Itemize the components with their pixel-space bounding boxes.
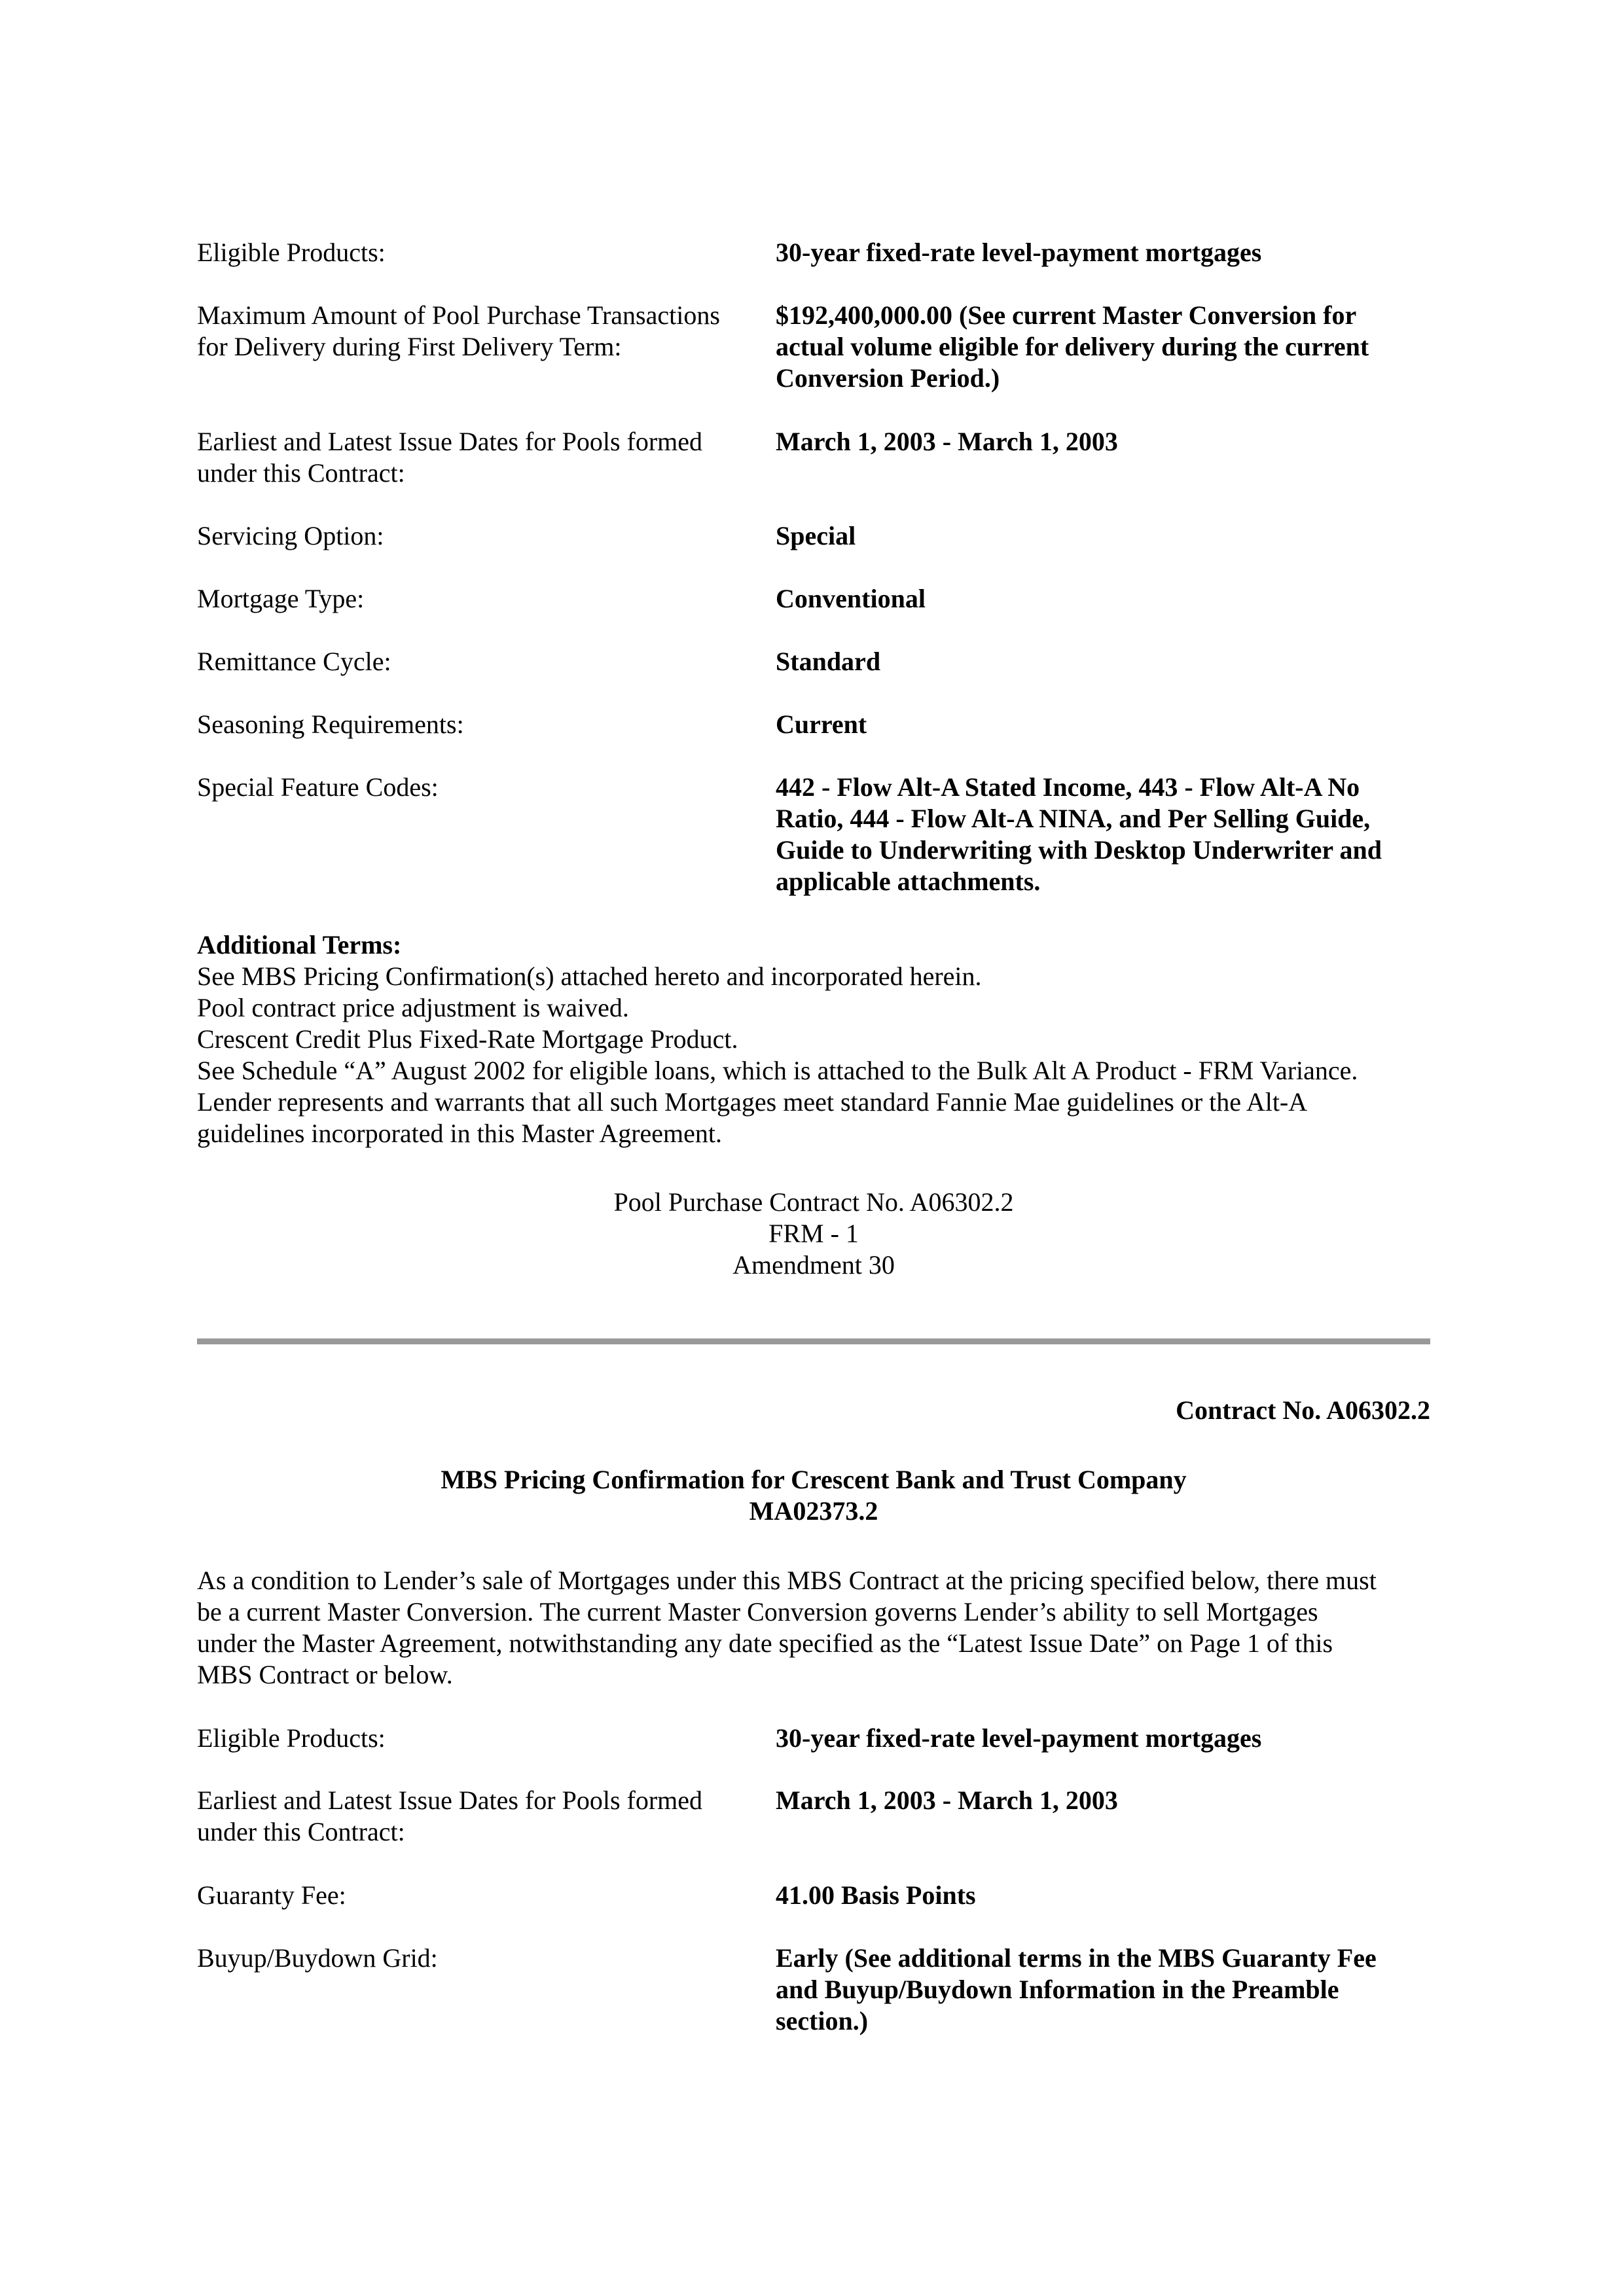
row-value [776, 520, 1430, 552]
row-label [197, 1943, 773, 1974]
pool-purchase-contract-number: Pool Purchase Contract No. A06302.2 [613, 1187, 1014, 1217]
frm-page-label: FRM - 1 [768, 1219, 859, 1248]
value-line: 442 - Flow Alt-A Stated Income, 443 - Flow Alt-A No [776, 772, 1360, 802]
contract-footer [197, 1187, 1430, 1281]
row-label [197, 426, 773, 489]
row-value [776, 1943, 1430, 2037]
value-line: Current [776, 709, 867, 739]
row-label [197, 1723, 773, 1754]
label-line: for Delivery during First Delivery Term: [197, 332, 622, 361]
row-value [776, 646, 1430, 677]
label-line: Special Feature Codes: [197, 772, 439, 802]
row-label [197, 300, 773, 363]
row-label [197, 1880, 773, 1911]
label-line: Servicing Option: [197, 521, 384, 550]
value-line: Early (See additional terms in the MBS Guaranty Fee [776, 1943, 1377, 1973]
additional-terms-line: Crescent Credit Plus Fixed-Rate Mortgage Product. [197, 1024, 738, 1054]
row-value [776, 1880, 1430, 1911]
additional-terms-line: Lender represents and warrants that all such Mortgages meet standard Fannie Mae guidelines or the Alt-A [197, 1087, 1308, 1117]
value-line: $192,400,000.00 (See current Master Conversion for [776, 300, 1357, 330]
master-agreement-number: MA02373.2 [749, 1496, 878, 1526]
label-line: Maximum Amount of Pool Purchase Transactions [197, 300, 720, 330]
intro-line: MBS Contract or below. [197, 1660, 453, 1689]
row-label [197, 772, 773, 803]
intro-line: As a condition to Lender’s sale of Mortgages under this MBS Contract at the pricing specified below, there must [197, 1566, 1377, 1595]
row-label [197, 646, 773, 677]
label-line: under this Contract: [197, 458, 405, 488]
value-line: March 1, 2003 - March 1, 2003 [776, 1785, 1118, 1815]
label-line: Seasoning Requirements: [197, 709, 464, 739]
label-line: Earliest and Latest Issue Dates for Pools formed [197, 427, 703, 456]
additional-terms [197, 929, 1430, 1149]
value-line: 41.00 Basis Points [776, 1880, 976, 1910]
value-line: 30-year fixed-rate level-payment mortgages [776, 1723, 1262, 1753]
label-line: Buyup/Buydown Grid: [197, 1943, 438, 1973]
value-line: Ratio, 444 - Flow Alt-A NINA, and Per Selling Guide, [776, 804, 1371, 833]
intro-paragraph [197, 1565, 1430, 1691]
label-line: under this Contract: [197, 1817, 405, 1846]
value-line: section.) [776, 2006, 869, 2036]
row-value [776, 772, 1430, 897]
value-line: and Buyup/Buydown Information in the Preamble [776, 1975, 1339, 2004]
row-value [776, 709, 1430, 740]
title-line: MBS Pricing Confirmation for Crescent Bank and Trust Company [441, 1465, 1187, 1494]
value-line: Guide to Underwriting with Desktop Underwriter and [776, 835, 1382, 865]
row-label [197, 583, 773, 615]
row-label [197, 709, 773, 740]
amendment-label: Amendment 30 [732, 1250, 895, 1280]
row-value [776, 237, 1430, 268]
contract-number-header: Contract No. A06302.2 [1176, 1395, 1430, 1425]
value-line: Conventional [776, 584, 926, 613]
label-line: Eligible Products: [197, 238, 386, 267]
row-label [197, 520, 773, 552]
value-line: actual volume eligible for delivery during the current [776, 332, 1369, 361]
value-line: Conversion Period.) [776, 363, 1000, 393]
additional-terms-line: guidelines incorporated in this Master Agreement. [197, 1119, 723, 1148]
value-line: Standard [776, 647, 881, 676]
label-line: Eligible Products: [197, 1723, 386, 1753]
row-value [776, 1723, 1430, 1754]
row-value [776, 426, 1430, 457]
row-value [776, 300, 1430, 394]
row-value [776, 583, 1430, 615]
row-value [776, 1785, 1430, 1816]
additional-terms-line: See Schedule “A” August 2002 for eligible loans, which is attached to the Bulk Alt A Product - FRM Variance. [197, 1056, 1358, 1085]
value-line: applicable attachments. [776, 867, 1041, 896]
additional-terms-heading: Additional Terms: [197, 930, 402, 960]
value-line: 30-year fixed-rate level-payment mortgages [776, 238, 1262, 267]
row-label [197, 1785, 773, 1848]
label-line: Guaranty Fee: [197, 1880, 346, 1910]
label-line: Mortgage Type: [197, 584, 365, 613]
value-line: Special [776, 521, 856, 550]
value-line: March 1, 2003 - March 1, 2003 [776, 427, 1118, 456]
section-divider [197, 1338, 1430, 1344]
pricing-confirmation-title [197, 1464, 1430, 1527]
label-line: Earliest and Latest Issue Dates for Pools formed [197, 1785, 703, 1815]
additional-terms-line: See MBS Pricing Confirmation(s) attached hereto and incorporated herein. [197, 961, 982, 991]
intro-line: be a current Master Conversion. The current Master Conversion governs Lender’s ability to sell Mortgages [197, 1597, 1318, 1626]
additional-terms-line: Pool contract price adjustment is waived. [197, 993, 629, 1022]
intro-line: under the Master Agreement, notwithstanding any date specified as the “Latest Issue Date” on Page 1 of this [197, 1628, 1333, 1658]
row-label [197, 237, 773, 268]
label-line: Remittance Cycle: [197, 647, 391, 676]
